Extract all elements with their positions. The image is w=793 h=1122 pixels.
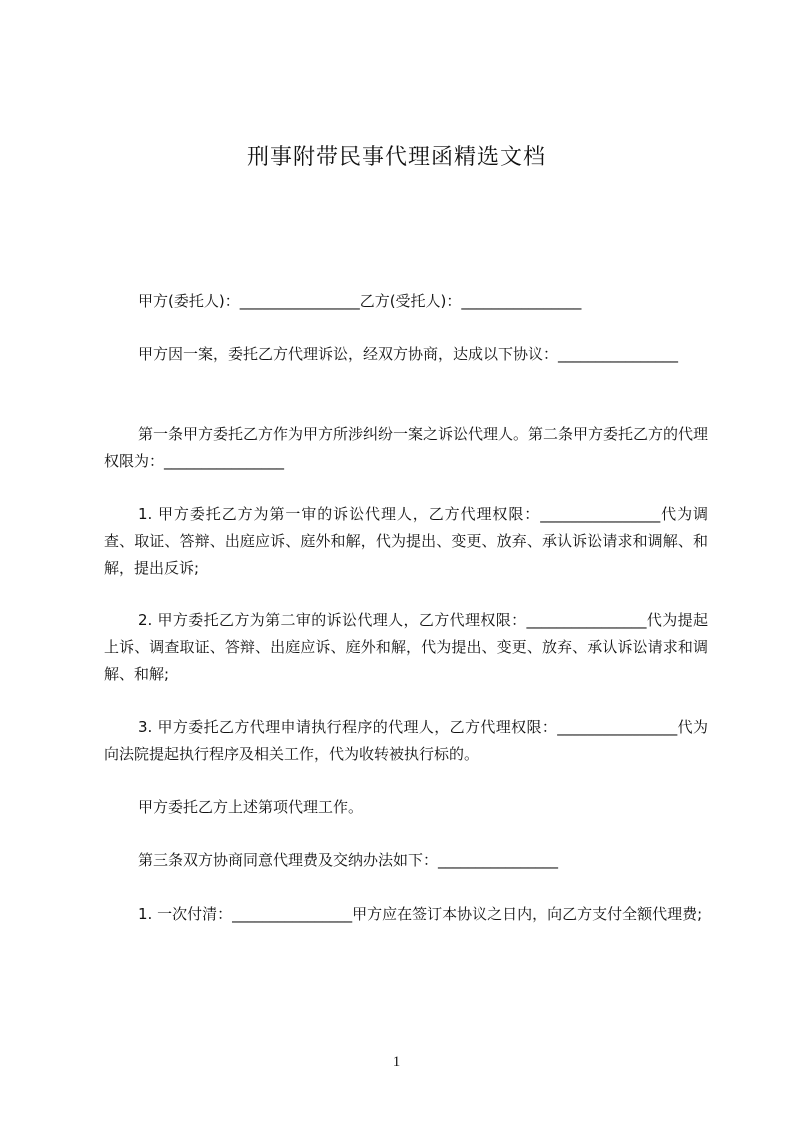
paragraph-agreement — [104, 341, 708, 368]
page-number: 1 — [392, 1054, 401, 1070]
document-title: 刑事附带民事代理函精选文档 — [246, 145, 546, 170]
paragraph-first-instance — [104, 501, 708, 582]
paragraph-execution — [104, 714, 708, 768]
paragraph-text: 3. 甲方委托乙方代理申请执行程序的代理人，乙方代理权限：________________代为向法院提起执行程序及相关工作，代为收转被执行标的。 — [104, 718, 708, 763]
paragraph-second-instance — [104, 607, 708, 688]
paragraph-text: 1. 甲方委托乙方为第一审的诉讼代理人，乙方代理权限：________________代为调查、取证、答辩、出庭应诉、庭外和解，代为提出、变更、放弃、承认诉讼请求和调解、和解，提出反诉; — [104, 505, 708, 577]
paragraph-text: 第三条双方协商同意代理费及交纳办法如下：________________ — [138, 851, 559, 869]
paragraph-lump-sum — [104, 901, 708, 928]
paragraph-text: 2. 甲方委托乙方为第二审的诉讼代理人，乙方代理权限：________________代为提起上诉、调查取证、答辩、出庭应诉、庭外和解，代为提出、变更、放弃、承认诉讼请求和调解、和解; — [104, 611, 708, 683]
paragraph-text: 1. 一次付清：________________甲方应在签订本协议之日内，向乙方支付全额代理费; — [138, 905, 703, 923]
paragraph-text: 甲方委托乙方上述第项代理工作。 — [138, 798, 364, 816]
paragraph-article-1-2 — [104, 421, 708, 475]
paragraph-text: 甲方因一案，委托乙方代理诉讼，经双方协商，达成以下协议：________________ — [138, 345, 679, 363]
paragraph-text: 甲方(委托人)：________________乙方(受托人)：________________ — [138, 292, 582, 310]
paragraph-article-3 — [104, 847, 708, 874]
paragraph-scope — [104, 794, 708, 821]
paragraph-parties — [104, 288, 708, 315]
paragraph-text: 第一条甲方委托乙方作为甲方所涉纠纷一案之诉讼代理人。第二条甲方委托乙方的代理权限为：________________ — [104, 425, 709, 470]
